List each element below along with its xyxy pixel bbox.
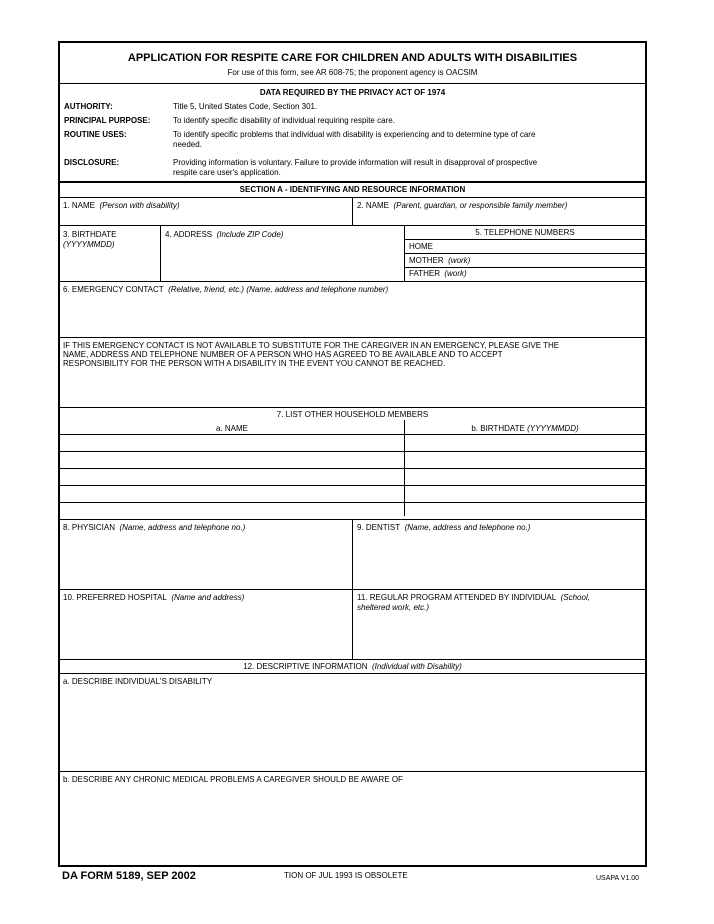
alt-contact-text-1: IF THIS EMERGENCY CONTACT IS NOT AVAILABLE TO SUBSTITUTE FOR THE CAREGIVER IN AN EMERGENCY, PLEASE GIVE THE bbox=[63, 341, 560, 350]
chronic-problems-input[interactable] bbox=[63, 787, 643, 861]
divider bbox=[60, 83, 645, 84]
field-3-label: 3. BIRTHDATE bbox=[63, 230, 117, 239]
disclosure-text-2: respite care user's application. bbox=[173, 168, 281, 177]
field-9-label: 9. DENTIST (Name, address and telephone no.) bbox=[357, 523, 531, 532]
alt-contact-text-3: RESPONSIBILITY FOR THE PERSON WITH A DISABILITY IN THE EVENT YOU CANNOT BE REACHED. bbox=[63, 359, 446, 368]
field-12b-label: b. DESCRIBE ANY CHRONIC MEDICAL PROBLEMS A CAREGIVER SHOULD BE AWARE OF bbox=[63, 775, 403, 784]
privacy-heading: DATA REQUIRED BY THE PRIVACY ACT OF 1974 bbox=[259, 88, 446, 97]
divider bbox=[60, 281, 645, 282]
version-label: USAPA V1.00 bbox=[596, 875, 640, 882]
household-name-header: a. NAME bbox=[215, 424, 248, 433]
field-5-label: 5. TELEPHONE NUMBERS bbox=[475, 228, 575, 237]
purpose-label: PRINCIPAL PURPOSE: bbox=[64, 116, 151, 125]
divider bbox=[60, 434, 645, 435]
form-container bbox=[58, 41, 647, 867]
divider bbox=[60, 502, 645, 503]
physician-input[interactable] bbox=[63, 536, 347, 584]
divider bbox=[60, 337, 645, 338]
field-2-label: 2. NAME (Parent, guardian, or responsible family member) bbox=[357, 201, 568, 210]
phone-father-input[interactable] bbox=[485, 269, 640, 279]
authority-text: Title 5, United States Code, Section 301. bbox=[173, 102, 318, 111]
household-name-input[interactable] bbox=[63, 488, 399, 500]
name-person-input[interactable] bbox=[63, 213, 348, 223]
household-birthdate-header: b. BIRTHDATE (YYYYMMDD) bbox=[471, 424, 579, 433]
divider bbox=[60, 225, 645, 226]
divider bbox=[352, 519, 353, 589]
phone-father-label: FATHER (work) bbox=[409, 269, 467, 278]
routine-label: ROUTINE USES: bbox=[64, 130, 127, 139]
field-12-label: 12. DESCRIPTIVE INFORMATION (Individual with Disability) bbox=[243, 662, 462, 671]
dentist-input[interactable] bbox=[357, 536, 641, 584]
purpose-text: To identify specific disability of individual requiring respite care. bbox=[173, 116, 395, 125]
field-1-label: 1. NAME (Person with disability) bbox=[63, 201, 180, 210]
divider bbox=[405, 267, 645, 268]
field-11-hint: sheltered work, etc.) bbox=[357, 603, 430, 612]
form-title: APPLICATION FOR RESPITE CARE FOR CHILDREN AND ADULTS WITH DISABILITIES bbox=[127, 52, 578, 64]
household-birthdate-input[interactable] bbox=[409, 488, 641, 500]
household-birthdate-input[interactable] bbox=[409, 471, 641, 483]
divider bbox=[60, 407, 645, 408]
divider bbox=[60, 181, 645, 183]
phone-home-input[interactable] bbox=[440, 242, 640, 252]
phone-mother-input[interactable] bbox=[485, 256, 640, 266]
routine-text-2: needed. bbox=[173, 140, 202, 149]
divider bbox=[60, 673, 645, 674]
disclosure-text-1: Providing information is voluntary. Failure to provide information will result in disapproval of prospective bbox=[173, 158, 538, 167]
alt-contact-input[interactable] bbox=[63, 373, 643, 403]
regular-program-input[interactable] bbox=[357, 616, 641, 654]
field-11-label: 11. REGULAR PROGRAM ATTENDED BY INDIVIDUAL (School, bbox=[357, 593, 590, 602]
household-name-input[interactable] bbox=[63, 437, 399, 449]
alt-contact-text-2: NAME, ADDRESS AND TELEPHONE NUMBER OF A PERSON WHO HAS AGREED TO BE AVAILABLE AND TO ACCEPT bbox=[63, 350, 503, 359]
divider bbox=[60, 451, 645, 452]
phone-mother-label: MOTHER (work) bbox=[409, 256, 471, 265]
household-name-input[interactable] bbox=[63, 454, 399, 466]
field-7-label: 7. LIST OTHER HOUSEHOLD MEMBERS bbox=[276, 410, 429, 419]
routine-text-1: To identify specific problems that individual with disability is experiencing and to determine type of care bbox=[173, 130, 536, 139]
divider bbox=[405, 239, 645, 240]
field-6-label: 6. EMERGENCY CONTACT (Relative, friend, etc.) (Name, address and telephone number) bbox=[63, 285, 389, 294]
divider bbox=[60, 659, 645, 660]
field-4-label: 4. ADDRESS (Include ZIP Code) bbox=[165, 230, 284, 239]
authority-label: AUTHORITY: bbox=[64, 102, 113, 111]
field-10-label: 10. PREFERRED HOSPITAL (Name and address) bbox=[63, 593, 245, 602]
divider bbox=[352, 589, 353, 659]
household-birthdate-input[interactable] bbox=[409, 454, 641, 466]
divider bbox=[60, 771, 645, 772]
edition-notice: TION OF JUL 1993 IS OBSOLETE bbox=[284, 871, 408, 880]
divider bbox=[60, 468, 645, 469]
disability-description-input[interactable] bbox=[63, 689, 643, 769]
divider bbox=[405, 253, 645, 254]
field-3-hint: (YYYYMMDD) bbox=[63, 240, 115, 249]
divider bbox=[160, 225, 161, 281]
disclosure-label: DISCLOSURE: bbox=[64, 158, 120, 167]
field-12a-label: a. DESCRIBE INDIVIDUAL'S DISABILITY bbox=[63, 677, 213, 686]
form-id: DA FORM 5189, SEP 2002 bbox=[62, 870, 196, 882]
household-birthdate-input[interactable] bbox=[409, 437, 641, 449]
hospital-input[interactable] bbox=[63, 606, 347, 654]
name-parent-input[interactable] bbox=[357, 213, 642, 223]
phone-home-label: HOME bbox=[409, 242, 433, 251]
form-subtitle: For use of this form, see AR 608-75; the proponent agency is OACSIM bbox=[227, 68, 478, 77]
divider bbox=[60, 485, 645, 486]
section-a-heading: SECTION A - IDENTIFYING AND RESOURCE INFORMATION bbox=[239, 185, 466, 194]
household-name-input[interactable] bbox=[63, 471, 399, 483]
divider bbox=[352, 197, 353, 225]
field-8-label: 8. PHYSICIAN (Name, address and telephone no.) bbox=[63, 523, 246, 532]
emergency-contact-input[interactable] bbox=[63, 297, 643, 335]
